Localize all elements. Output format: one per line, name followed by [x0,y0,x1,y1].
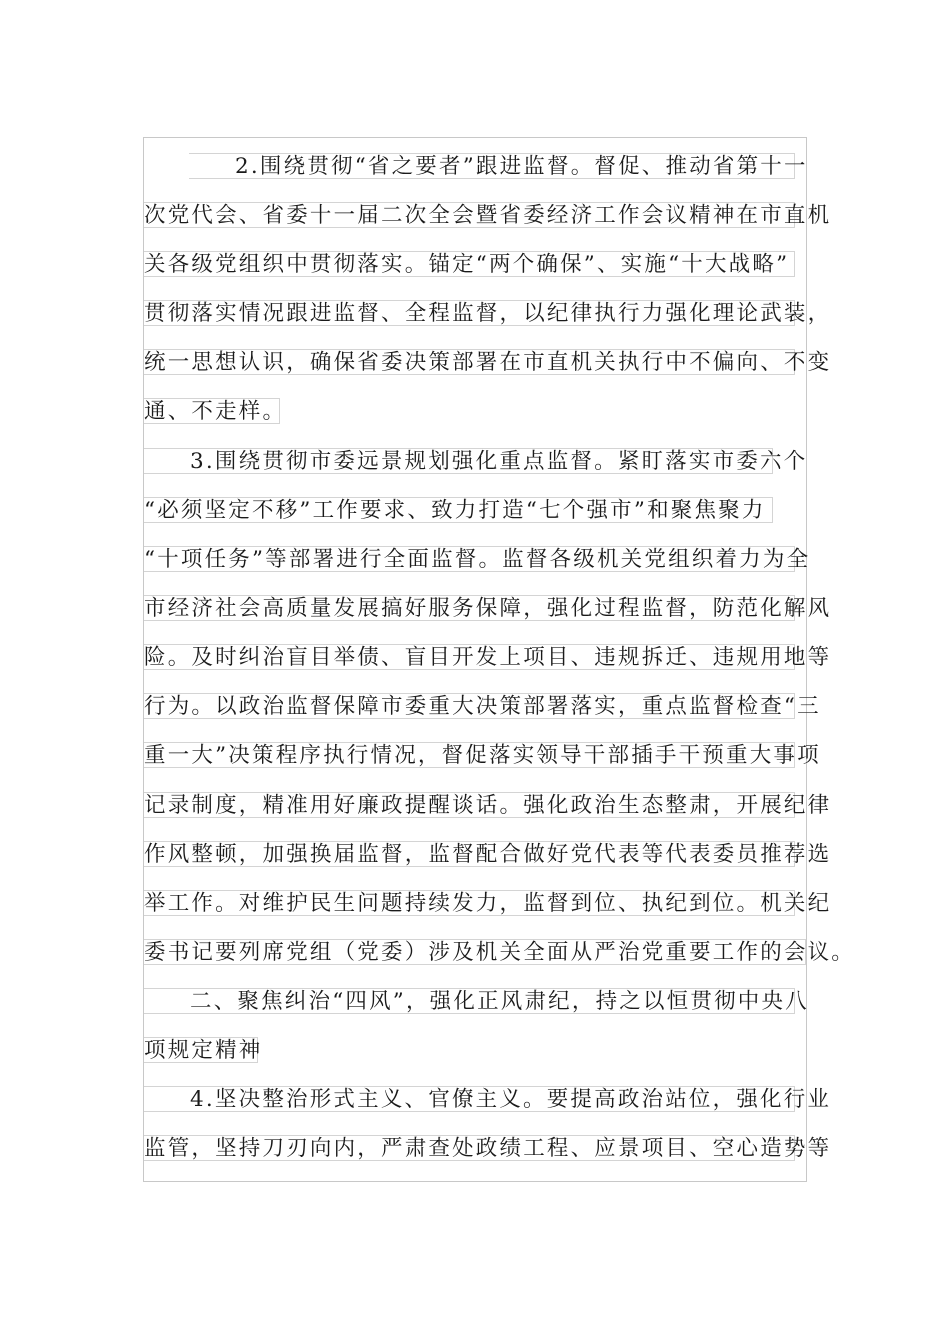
text-line: 行为。以政治监督保障市委重大决策部署落实，重点监督检查“三 [144,694,821,719]
text-line: “十项任务”等部署进行全面监督。监督各级机关党组织着力为全 [144,547,811,572]
text-line: 委书记要列席党组（党委）涉及机关全面从严治党重要工作的会议。 [144,940,856,965]
text-line: 统一思想认识，确保省委决策部署在市直机关执行中不偏向、不变 [144,350,832,375]
text-line: 通、不走样。 [144,399,287,424]
text-line: 市经济社会高质量发展搞好服务保障，强化过程监督，防范化解风 [144,596,832,621]
text-line: 作风整顿，加强换届监督，监督配合做好党代表等代表委员推荐选 [144,842,832,867]
text-line: 监管，坚持刀刃向内，严肃查处政绩工程、应景项目、空心造势等 [144,1136,832,1161]
text-line: 贯彻落实情况跟进监督、全程监督，以纪律执行力强化理论武装， [144,301,832,326]
text-line: 次党代会、省委十一届二次全会暨省委经济工作会议精神在市直机 [144,203,832,228]
text-line: 二、聚焦纠治“四风”，强化正风肃纪，持之以恒贯彻中央八 [144,988,795,1014]
text-line: 2.围绕贯彻“省之要者”跟进监督。督促、推动省第十一 [189,153,795,179]
text-line: 关各级党组织中贯彻落实。锚定“两个确保”、实施“十大战略” [144,251,795,277]
text-line: 记录制度，精准用好廉政提醒谈话。强化政治生态整肃，开展纪律 [144,793,832,818]
text-line: 项规定精神 [144,1038,263,1063]
text-line: 险。及时纠治盲目举债、盲目开发上项目、违规拆迁、违规用地等 [144,645,832,670]
text-line: 3.围绕贯彻市委远景规划强化重点监督。紧盯落实市委六个 [144,448,773,474]
document-page [143,137,856,1182]
text-line: “必须坚定不移”工作要求、致力打造“七个强市”和聚焦聚力 [144,497,773,523]
text-line: 举工作。对维护民生问题持续发力，监督到位、执纪到位。机关纪 [144,891,832,916]
text-line: 重一大”决策程序执行情况，督促落实领导干部插手干预重大事项 [144,743,821,768]
text-line: 4.坚决整治形式主义、官僚主义。要提高政治站位，强化行业 [144,1086,795,1112]
